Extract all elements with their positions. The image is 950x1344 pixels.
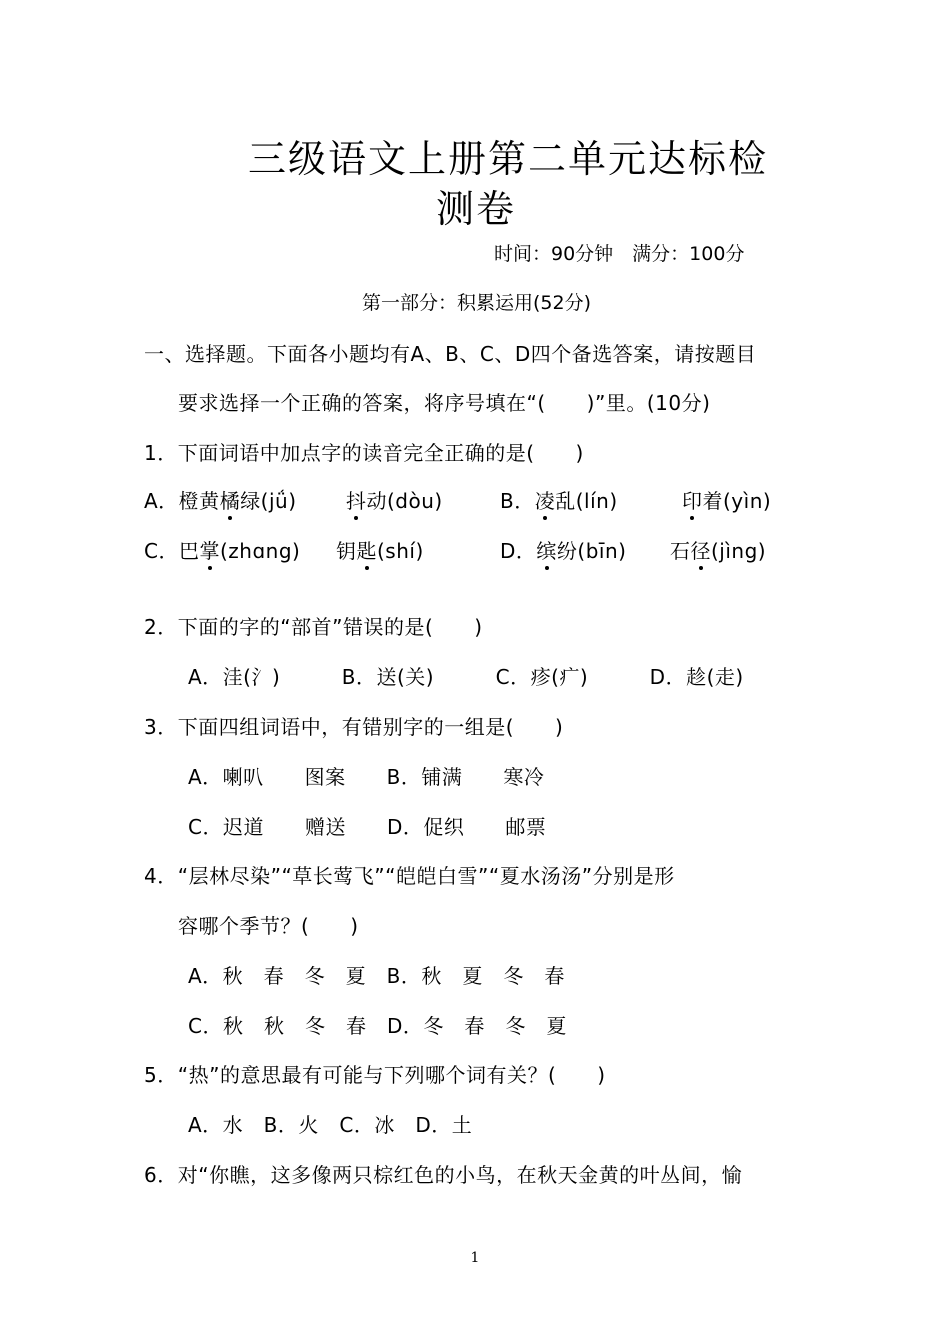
option-a2-rest: 动(dòu) (366, 489, 443, 513)
option-c2-rest: (shí) (377, 539, 424, 563)
question-1-option-c-group-1 (144, 535, 300, 564)
question-2-stem: 2．下面的字的“部首”错误的是( ) (144, 615, 483, 639)
option-d2-rest: (jìng) (711, 539, 767, 563)
question-3-stem: 3．下面四组词语中，有错别字的一组是( ) (144, 715, 564, 739)
option-a-prefix: A．橙黄 (144, 489, 220, 513)
section-one-instruction-line-1: 一、选择题。下面各小题均有A、B、C、D四个备选答案，请按题目 (144, 342, 757, 366)
question-1-option-d-group-1 (500, 535, 626, 564)
question-1-option-b-group-2 (682, 485, 771, 514)
question-3-options-line-2: C．迟道 赠送 D．促织 邮票 (188, 815, 547, 839)
section-one-instruction-line-2: 要求选择一个正确的答案，将序号填在“( )”里。(10分) (178, 391, 711, 415)
dotted-character: 印 (682, 489, 703, 513)
option-c-rest: (zhɑng) (219, 539, 301, 563)
option-d-prefix: D． (500, 539, 537, 563)
time-score-info: 时间：90分钟 满分：100分 (494, 243, 745, 265)
dotted-character: 抖 (346, 489, 367, 513)
question-1-option-c-group-2 (336, 535, 424, 564)
part-one-heading: 第一部分：积累运用(52分) (362, 292, 592, 314)
page-number: 1 (470, 1250, 480, 1266)
question-1-stem: 1．下面词语中加点字的读音完全正确的是( ) (144, 441, 584, 465)
option-c-prefix: C．巴 (144, 539, 200, 563)
question-1-option-d-group-2 (670, 535, 766, 564)
dotted-character: 掌 (199, 539, 220, 563)
option-b-prefix: B． (500, 489, 535, 513)
option-d2-prefix: 石 (670, 539, 691, 563)
question-4-stem-line-2: 容哪个季节？( ) (178, 914, 359, 938)
dotted-character: 缤 (536, 539, 557, 563)
page-title-line-2: 测卷 (436, 187, 517, 231)
question-2-options: A．洼(氵) B．送(关) C．疹(疒) D．趁(走) (188, 665, 744, 689)
dotted-character: 橘 (219, 489, 241, 513)
question-5-options: A．水 B．火 C．冰 D．土 (188, 1113, 473, 1137)
option-c2-prefix: 钥 (336, 539, 357, 563)
question-4-options-line-1: A．秋 春 冬 夏 B．秋 夏 冬 春 (188, 964, 565, 988)
option-d-rest: 纷(bīn) (556, 539, 627, 563)
option-b-rest: 乱(lín) (555, 489, 618, 513)
dotted-character: 匙 (356, 539, 377, 563)
question-5-stem: 5．“热”的意思最有可能与下列哪个词有关？( ) (144, 1063, 606, 1087)
option-b2-rest: 着(yìn) (702, 489, 772, 513)
question-1-option-a-group-1 (144, 485, 297, 514)
option-a-rest: 绿(jǘ) (240, 489, 297, 513)
question-4-stem-line-1: 4．“层林尽染”“草长莺飞”“皑皑白雪”“夏水汤汤”分别是形 (144, 864, 675, 888)
question-1-option-b-group-1 (500, 485, 618, 514)
dotted-character: 凌 (534, 489, 556, 513)
question-4-options-line-2: C．秋 秋 冬 春 D．冬 春 冬 夏 (188, 1014, 567, 1038)
question-6-stem: 6．对“你瞧，这多像两只棕红色的小鸟，在秋天金黄的叶丛间，愉 (144, 1163, 743, 1187)
page-title-line-1: 三级语文上册第二单元达标检 (248, 137, 769, 181)
question-1-option-a-group-2 (346, 485, 443, 514)
dotted-character: 径 (690, 539, 711, 563)
question-3-options-line-1: A．喇叭 图案 B．铺满 寒冷 (188, 765, 545, 789)
